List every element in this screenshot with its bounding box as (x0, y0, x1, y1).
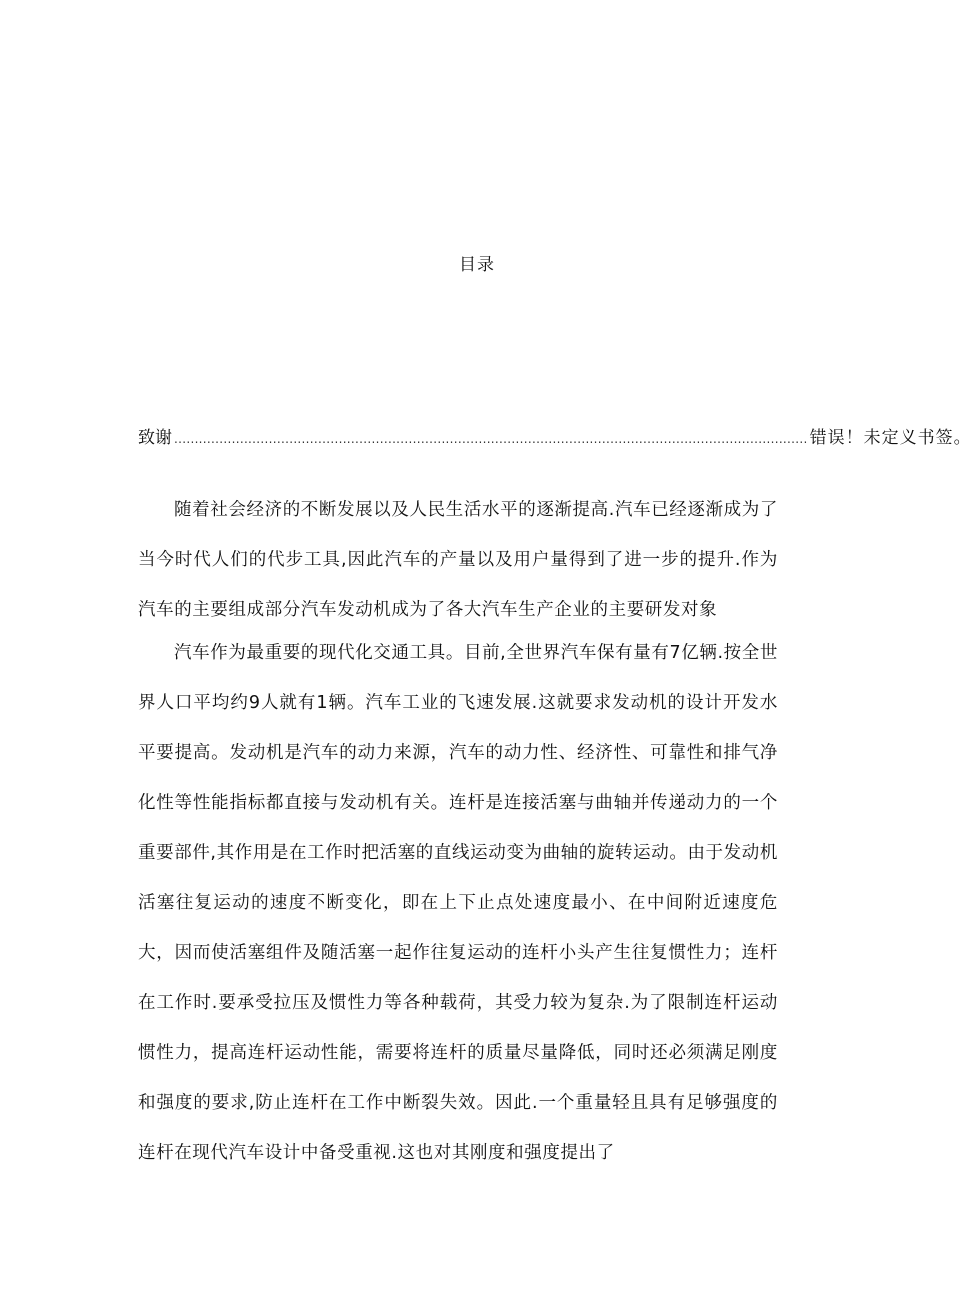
body-paragraph-1: 随着社会经济的不断发展以及人民生活水平的逐渐提高.汽车已经逐渐成为了当今时代人们的代步工具,因此汽车的产量以及用户量得到了进一步的提升.作为汽车的主要组成部分汽车发动机成为了各大汽车生产企业的主要研发对象 (138, 500, 778, 620)
body-paragraph-2-text: 汽车作为最重要的现代化交通工具。目前,全世界汽车保有量有7亿辆.按全世界人口平均约9人就有1辆。汽车工业的飞速发展.这就要求发动机的设计开发水平要提高。发动机是汽车的动力来源，汽车的动力性、经济性、可靠性和排气净化性等性能指标都直接与发动机有关。连杆是连接活塞与曲轴并传递动力的一个重要部件,其作用是在工作时把活塞的直线运动变为曲轴的旋转运动。由于发动机活塞往复运动的速度不断变化，即在上下止点处速度最小、在中间附近速度危大，因而使活塞组件及随活塞一起作往复运动的连杆小头产生往复惯性力；连杆在工作时.要承受拉压及惯性力等各种载荷，其受力较为复杂.为了限制连杆运动惯性力，提高连杆运动性能，需要将连杆的质量尽量降低，同时还必须满足刚度和强度的要求,防止连杆在工作中断裂失效。因此.一个重量轻且具有足够强度的连杆在现代汽车设计中备受重视.这也对其刚度和强度提出了 (138, 643, 778, 1163)
toc-entry-acknowledgements[interactable] (138, 425, 972, 452)
body-paragraph-2 (138, 628, 778, 1178)
toc-entry-label: 致谢 (138, 428, 172, 448)
toc-entry-leader-dots: .......................................................................................................................................................... (174, 432, 808, 446)
toc-title: 目录 (459, 255, 495, 275)
toc-entry-page-ref: 错误！未定义书签。 (809, 428, 972, 448)
